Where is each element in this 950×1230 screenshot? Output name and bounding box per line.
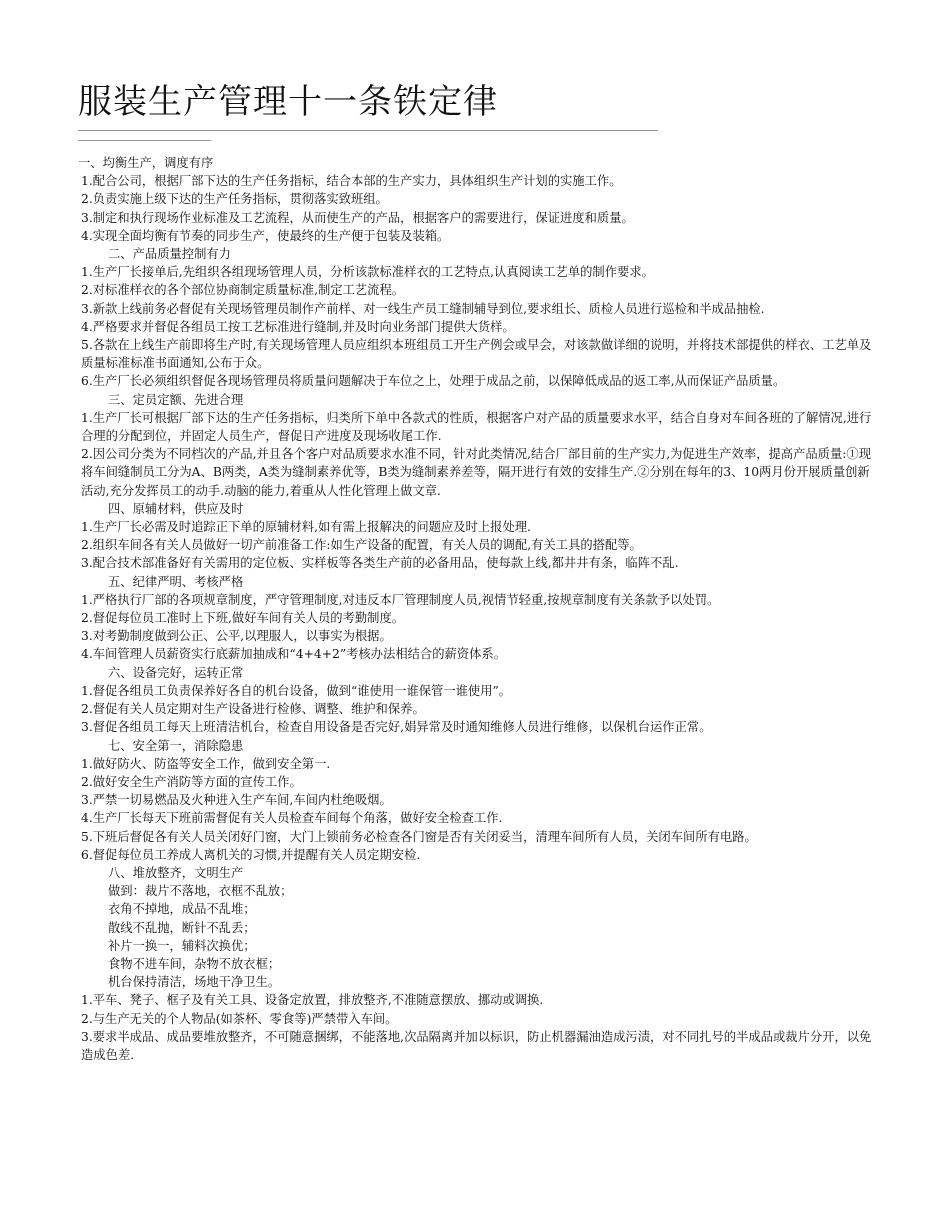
list-item: 4.车间管理人员薪资实行底薪加抽成和“4+4+2”考核办法相结合的薪资体系。 xyxy=(81,647,506,662)
list-item: 2.组织车间各有关人员做好一切产前准备工作:如生产设备的配置，有关人员的调配,有关工具的搭配等。 xyxy=(81,538,642,553)
list-item: 2.与生产无关的个人物品(如茶杯、零食等)严禁带入车间。 xyxy=(81,1011,398,1026)
list-item: 6.生产厂长必须组织督促各现场管理员将质量问题解决于车位之上，处理于成品之前，以保障低成品的返工率,从而保证产品质量。 xyxy=(81,374,786,389)
verse-line: 做到：裁片不落地，衣框不乱放； xyxy=(108,884,293,899)
page-title: 服装生产管理十一条铁定律 xyxy=(78,82,498,122)
list-item: 5.各款在上线生产前即将生产时,有关现场管理人员应组织本班组员工开生产例会或早会，对该款做详细的说明，并将技术部提供的样衣、工艺单及质量标准标准书面通知,公布于众。 xyxy=(81,338,872,371)
list-item: 3.新款上线前务必督促有关现场管理员制作产前样、对一线生产员工缝制辅导到位,要求组长、质检人员进行巡检和半成品抽检. xyxy=(81,301,765,316)
title-divider-tail: —————————————————————————————— xyxy=(78,136,211,146)
list-item: 3.督促各组员工每天上班清洁机台，检查自用设备是否完好,娟异常及时通知维修人员进行维修，以保机台运作正常。 xyxy=(81,720,712,735)
list-item: 3.对考勤制度做到公正、公平,以理服人，以事实为根据。 xyxy=(81,629,392,644)
list-item: 2.对标准样衣的各个部位协商制定质量标准,制定工艺流程。 xyxy=(81,283,405,298)
list-item: 1.做好防火、防盗等安全工作，做到安全第一. xyxy=(81,756,331,771)
verse-line: 食物不进车间，杂物不放衣框； xyxy=(108,956,281,971)
verse-line: 衣角不掉地，成品不乱堆； xyxy=(108,902,256,917)
list-item: 6.督促每位员工养成人离机关的习惯,并提醒有关人员定期安检. xyxy=(81,847,421,862)
list-item: 2.负责实施上级下达的生产任务指标，贯彻落实致班组。 xyxy=(81,192,388,207)
list-item: 1.督促各组员工负责保养好各自的机台设备，做到“谁使用一谁保管一谁使用”。 xyxy=(81,683,512,698)
list-item: 2.做好安全生产消防等方面的宣传工作。 xyxy=(81,774,302,789)
list-item: 3.要求半成品、成品要堆放整齐，不可随意捆绑，不能落地,次品隔离并加以标识，防止机器漏油造成污渍，对不同扎号的半成品或裁片分开，以免造成色差. xyxy=(81,1029,872,1062)
section-heading: 八、堆放整齐，文明生产 xyxy=(108,865,244,880)
list-item: 3.严禁一切易燃品及火种进入生产车间,车间内杜绝吸烟。 xyxy=(81,793,392,808)
document-body xyxy=(78,154,878,1064)
section-heading: 三、定员定额、先进合理 xyxy=(108,392,244,407)
section-heading: 一、均衡生产，调度有序 xyxy=(78,156,214,170)
verse-line: 散线不乱抛，断针不乱丢； xyxy=(108,920,256,935)
section-heading: 七、安全第一，消除隐患 xyxy=(108,738,244,753)
list-item: 3.制定和执行现场作业标准及工艺流程，从而使生产的产品，根据客户的需要进行，保证进度和质量。 xyxy=(81,210,634,225)
title-divider: ——————————————————————————————————————————————————————————————————————————————————————————————————————————————————————————————————— xyxy=(78,126,657,136)
verse-line: 机台保持清洁，场地干净卫生。 xyxy=(108,975,281,990)
verse-line: 补片一换一，辅料次换优； xyxy=(108,938,256,953)
list-item: 2.因公司分类为不同档次的产品,并且各个客户对品质要求水准不同，针对此类情况,结合厂部目前的生产实力,为促进生产效率，提高产品质量:①现将车间缝制员工分为A、B两类，A类为缝制素养优等，B类为缝制素养差等，隔开进行有效的安排生产.②分别在每年的3、10两月份开展质量创新活动,充分发挥员工的动手.动脑的能力,着重从人性化管理上做文章. xyxy=(81,447,872,498)
list-item: 4.生产厂长每天下班前需督促有关人员检查车间每个角落，做好安全检查工作. xyxy=(81,811,503,826)
list-item: 2.督促每位员工准时上下班,做好车间有关人员的考勤制度。 xyxy=(81,611,405,626)
list-item: 1.生产厂长必需及时追踪正下单的原辅材料,如有需上报解决的问题应及时上报处理. xyxy=(81,520,531,535)
list-item: 1.平车、凳子、框子及有关工具、设备定放置，排放整齐,不准随意摆放、挪动或调换. xyxy=(81,993,544,1008)
section-heading: 四、原辅材料，供应及时 xyxy=(108,501,244,516)
list-item: 2.督促有关人员定期对生产设备进行检修、调整、维护和保养。 xyxy=(81,702,425,717)
list-item: 1.严格执行厂部的各项规章制度，严守管理制度,对违反本厂管理制度人员,视情节轻重,按规章制度有关条款予以处罚。 xyxy=(81,592,720,607)
document-page xyxy=(78,78,878,1064)
section-heading: 六、设备完好，运转正常 xyxy=(108,665,244,680)
list-item: 1.生产厂长可根据厂部下达的生产任务指标，归类所下单中各款式的性质，根据客户对产品的质量要求水平，结合自身对车间各班的了解情况,进行合理的分配到位，并固定人员生产，督促日产进度及现场收尾工作. xyxy=(81,410,872,444)
section-heading: 二、产品质量控制有力 xyxy=(108,247,231,262)
list-item: 1.配合公司，根据厂部下达的生产任务指标，结合本部的生产实力，具体组织生产计划的实施工作。 xyxy=(81,174,622,189)
list-item: 4.严格要求并督促各组员工按工艺标准进行缝制,并及时向业务部门提供大货样。 xyxy=(81,319,515,334)
list-item: 1.生产厂长接单后,先组织各组现场管理人员，分析该款标准样衣的工艺特点,认真阅读工艺单的制作要求。 xyxy=(81,265,654,280)
list-item: 4.实现全面均衡有节奏的同步生产，使最终的生产便于包装及装箱。 xyxy=(81,228,450,243)
section-heading: 五、纪律严明、考核严格 xyxy=(108,574,244,589)
list-item: 5.下班后督促各有关人员关闭好门窗，大门上锁前务必检查各门窗是否有关闭妥当，清理车间所有人员，关闭车间所有电路。 xyxy=(81,829,757,844)
list-item: 3.配合技术部准备好有关需用的定位板、实样板等各类生产前的必备用品，使每款上线,都井井有条，临阵不乱. xyxy=(81,556,679,571)
